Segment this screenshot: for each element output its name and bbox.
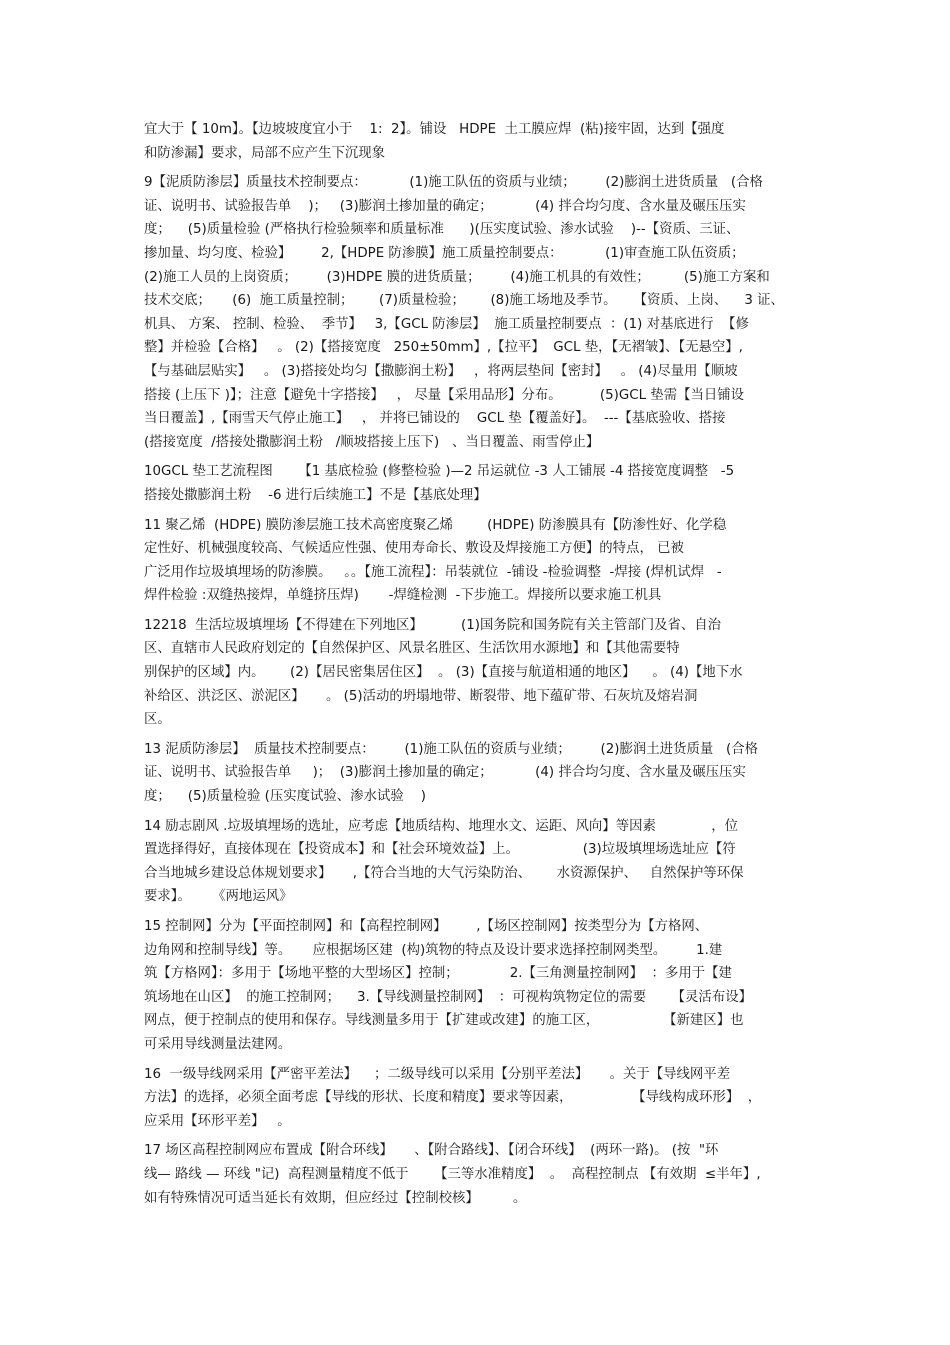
- paragraph: [144, 738, 814, 809]
- paragraph: [144, 1063, 814, 1134]
- text-line: 筑【方格网】：多用于【场地平整的大型场区】控制； 2.【三角测量控制网】 ：多用于【建: [144, 966, 732, 982]
- paragraph: [144, 460, 814, 507]
- text-line: 搭接 (上压下 )】；注意【避免十字搭接】 ， 尽量【采用品形】分布。 (5)GCL 垫需【当日铺设: [144, 387, 745, 403]
- text-line: 整】并检验【合格】 。 (2)【搭接宽度 250±50mm】,【拉平】 GCL 垫，【无褶皱】、【无悬空】,: [144, 340, 743, 356]
- text-line: 证、说明书、试验报告单 )； (3)膨润土掺加量的确定； (4) 拌合均匀度、含水量及碾压压实: [144, 765, 746, 781]
- text-line: 15 控制网】分为【平面控制网】和【高程控制网】 ,【场区控制网】按类型分为【方格网、: [144, 919, 709, 934]
- paragraph: [144, 171, 814, 454]
- text-line: 当日覆盖】,【雨雪天气停止施工】 ， 并将已铺设的 GCL 垫【覆盖好】。 ---【基底验收、搭接: [144, 411, 726, 427]
- document-body: [144, 118, 814, 1216]
- text-line: 技术交底； (6) 施工质量控制； (7)质量检验； (8)施工场地及季节。 【资质、上岗、 3 证、: [144, 293, 784, 309]
- text-line: 9【泥质防渗层】质量技术控制要点： (1)施工队伍的资质与业绩； (2)膨润土进货质量 (合格: [144, 175, 763, 191]
- text-line: 定性好、机械强度较高、气候适应性强、使用寿命长、敷设及焊接施工方便】的特点， 已被: [144, 541, 684, 557]
- text-line: 方法】的选择，必须全面考虑【导线的形状、长度和精度】要求等因素， 【导线构成环形】 ，: [144, 1090, 762, 1106]
- paragraph: [144, 514, 814, 608]
- text-line: 置选择得好，直接体现在【投资成本】和【社会环境效益】上。 (3)垃圾填埋场选址应【符: [144, 842, 736, 858]
- text-line: 17 场区高程控制网应布置成【附合环线】 、【附合路线】、【闭合环线】 (两环一路)。 (按 "环: [144, 1143, 719, 1159]
- text-line: (2)施工人员的上岗资质； (3)HDPE 膜的进货质量； (4)施工机具的有效性； (5)施工方案和: [144, 269, 770, 285]
- text-line: 证、说明书、试验报告单 )； (3)膨润土掺加量的确定； (4) 拌合均匀度、含水量及碾压压实: [144, 198, 746, 214]
- text-line: 和防渗漏】要求，局部不应产生下沉现象: [144, 145, 386, 161]
- text-line: 网点，便于控制点的使用和保存。导线测量多用于【扩建或改建】的施工区， 【新建区】也: [144, 1013, 744, 1029]
- text-line: 线— 路线 — 环线 "记) 高程测量精度不低于 【三等水准精度】 。 高程控制点 【有效期 ≤半年】,: [144, 1166, 761, 1182]
- text-line: 区、直辖市人民政府划定的【自然保护区、风景名胜区、生活饮用水源地】和【其他需要特: [144, 641, 680, 657]
- text-line: 10GCL 垫工艺流程图 【1 基底检验 (修整检验 )—2 吊运就位 -3 人工铺展 -4 搭接宽度调整 -5: [144, 464, 735, 480]
- text-line: 14 励志剧风 .垃圾填埋场的选址，应考虑【地质结构、地理水文、运距、风向】等因素 ，位: [144, 818, 738, 834]
- text-line: 应采用【环形平差】 。: [144, 1113, 291, 1129]
- paragraph: [144, 915, 814, 1057]
- paragraph: [144, 815, 814, 909]
- text-line: 合当地城乡建设总体规划要求】 ,【符合当地的大气污染防治、 水资源保护、 自然保护等环保: [144, 865, 744, 881]
- paragraph: [144, 118, 814, 165]
- text-line: 【与基础层贴实】 。 (3)搭接处均匀【撒膨润土粉】 ，将两层垫间【密封】 。 (4)尽量用【顺坡: [144, 363, 738, 379]
- text-line: 13 泥质防渗层】 质量技术控制要点： (1)施工队伍的资质与业绩； (2)膨润土进货质量 (合格: [144, 741, 758, 757]
- text-line: 可采用导线测量法建网。: [144, 1036, 292, 1052]
- text-line: 广泛用作垃圾填埋场的防渗膜。 。。【施工流程】：吊装就位 -铺设 -检验调整 -焊接 (焊机试焊 -: [144, 564, 722, 580]
- text-line: 掺加量、均匀度、检验】 2,【HDPE 防渗膜】施工质量控制要点： (1)审查施工队伍资质；: [144, 245, 745, 261]
- text-line: 12218 生活垃圾填埋场【不得建在下列地区】 (1)国务院和国务院有关主管部门及省、自治: [144, 617, 722, 633]
- text-line: 搭接处撒膨润土粉 -6 进行后续施工】不是【基底处理】: [144, 487, 487, 503]
- text-line: 要求】。 《两地运风》: [144, 889, 293, 905]
- text-line: 焊件检验 :双缝热接焊，单缝挤压焊) -焊缝检测 -下步施工。焊接所以要求施工机具: [144, 588, 662, 604]
- paragraph: [144, 1139, 814, 1210]
- text-line: 筑场地在山区】 的施工控制网； 3.【导线测量控制网】 ：可视构筑物定位的需要 【灵活布设】: [144, 989, 752, 1005]
- text-line: 宜大于【 10m】。【边坡坡度宜小于 1: 2】。铺设 HDPE 土工膜应焊 (粘)接牢固，达到【强度: [144, 122, 725, 137]
- paragraph: [144, 614, 814, 732]
- text-line: 区。: [144, 712, 171, 728]
- text-line: 别保护的区域】内。 (2)【居民密集居住区】 。 (3)【直接与航道相通的地区】 。 (4)【地下水: [144, 665, 743, 681]
- text-line: 如有特殊情况可适当延长有效期，但应经过【控制校核】 。: [144, 1190, 527, 1206]
- text-line: (搭接宽度 /搭接处撒膨润土粉 /顺坡搭接上压下) 、当日覆盖、雨雪停止】: [144, 434, 600, 450]
- text-line: 补给区、洪泛区、淤泥区】 。 (5)活动的坍塌地带、断裂带、地下蕴矿带、石灰坑及熔岩洞: [144, 688, 698, 704]
- text-line: 16 一级导线网采用【严密平差法】 ；二级导线可以采用【分别平差法】 。关于【导线网平差: [144, 1066, 731, 1082]
- text-line: 度； (5)质量检验 (严格执行检验频率和质量标准 )(压实度试验、渗水试验 )--【资质、三证、: [144, 222, 740, 238]
- text-line: 边角网和控制导线】等。 应根据场区建 (构)筑物的特点及设计要求选择控制网类型。 1.建: [144, 942, 723, 958]
- text-line: 11 聚乙烯 (HDPE) 膜防渗层施工技术高密度聚乙烯 (HDPE) 防渗膜具有【防渗性好、化学稳: [144, 517, 727, 533]
- text-line: 机具、 方案、 控制、检验、 季节】 3,【GCL 防渗层】 施工质量控制要点 ：(1) 对基底进行 【修: [144, 316, 749, 332]
- text-line: 度； (5)质量检验 (压实度试验、渗水试验 ): [144, 789, 426, 805]
